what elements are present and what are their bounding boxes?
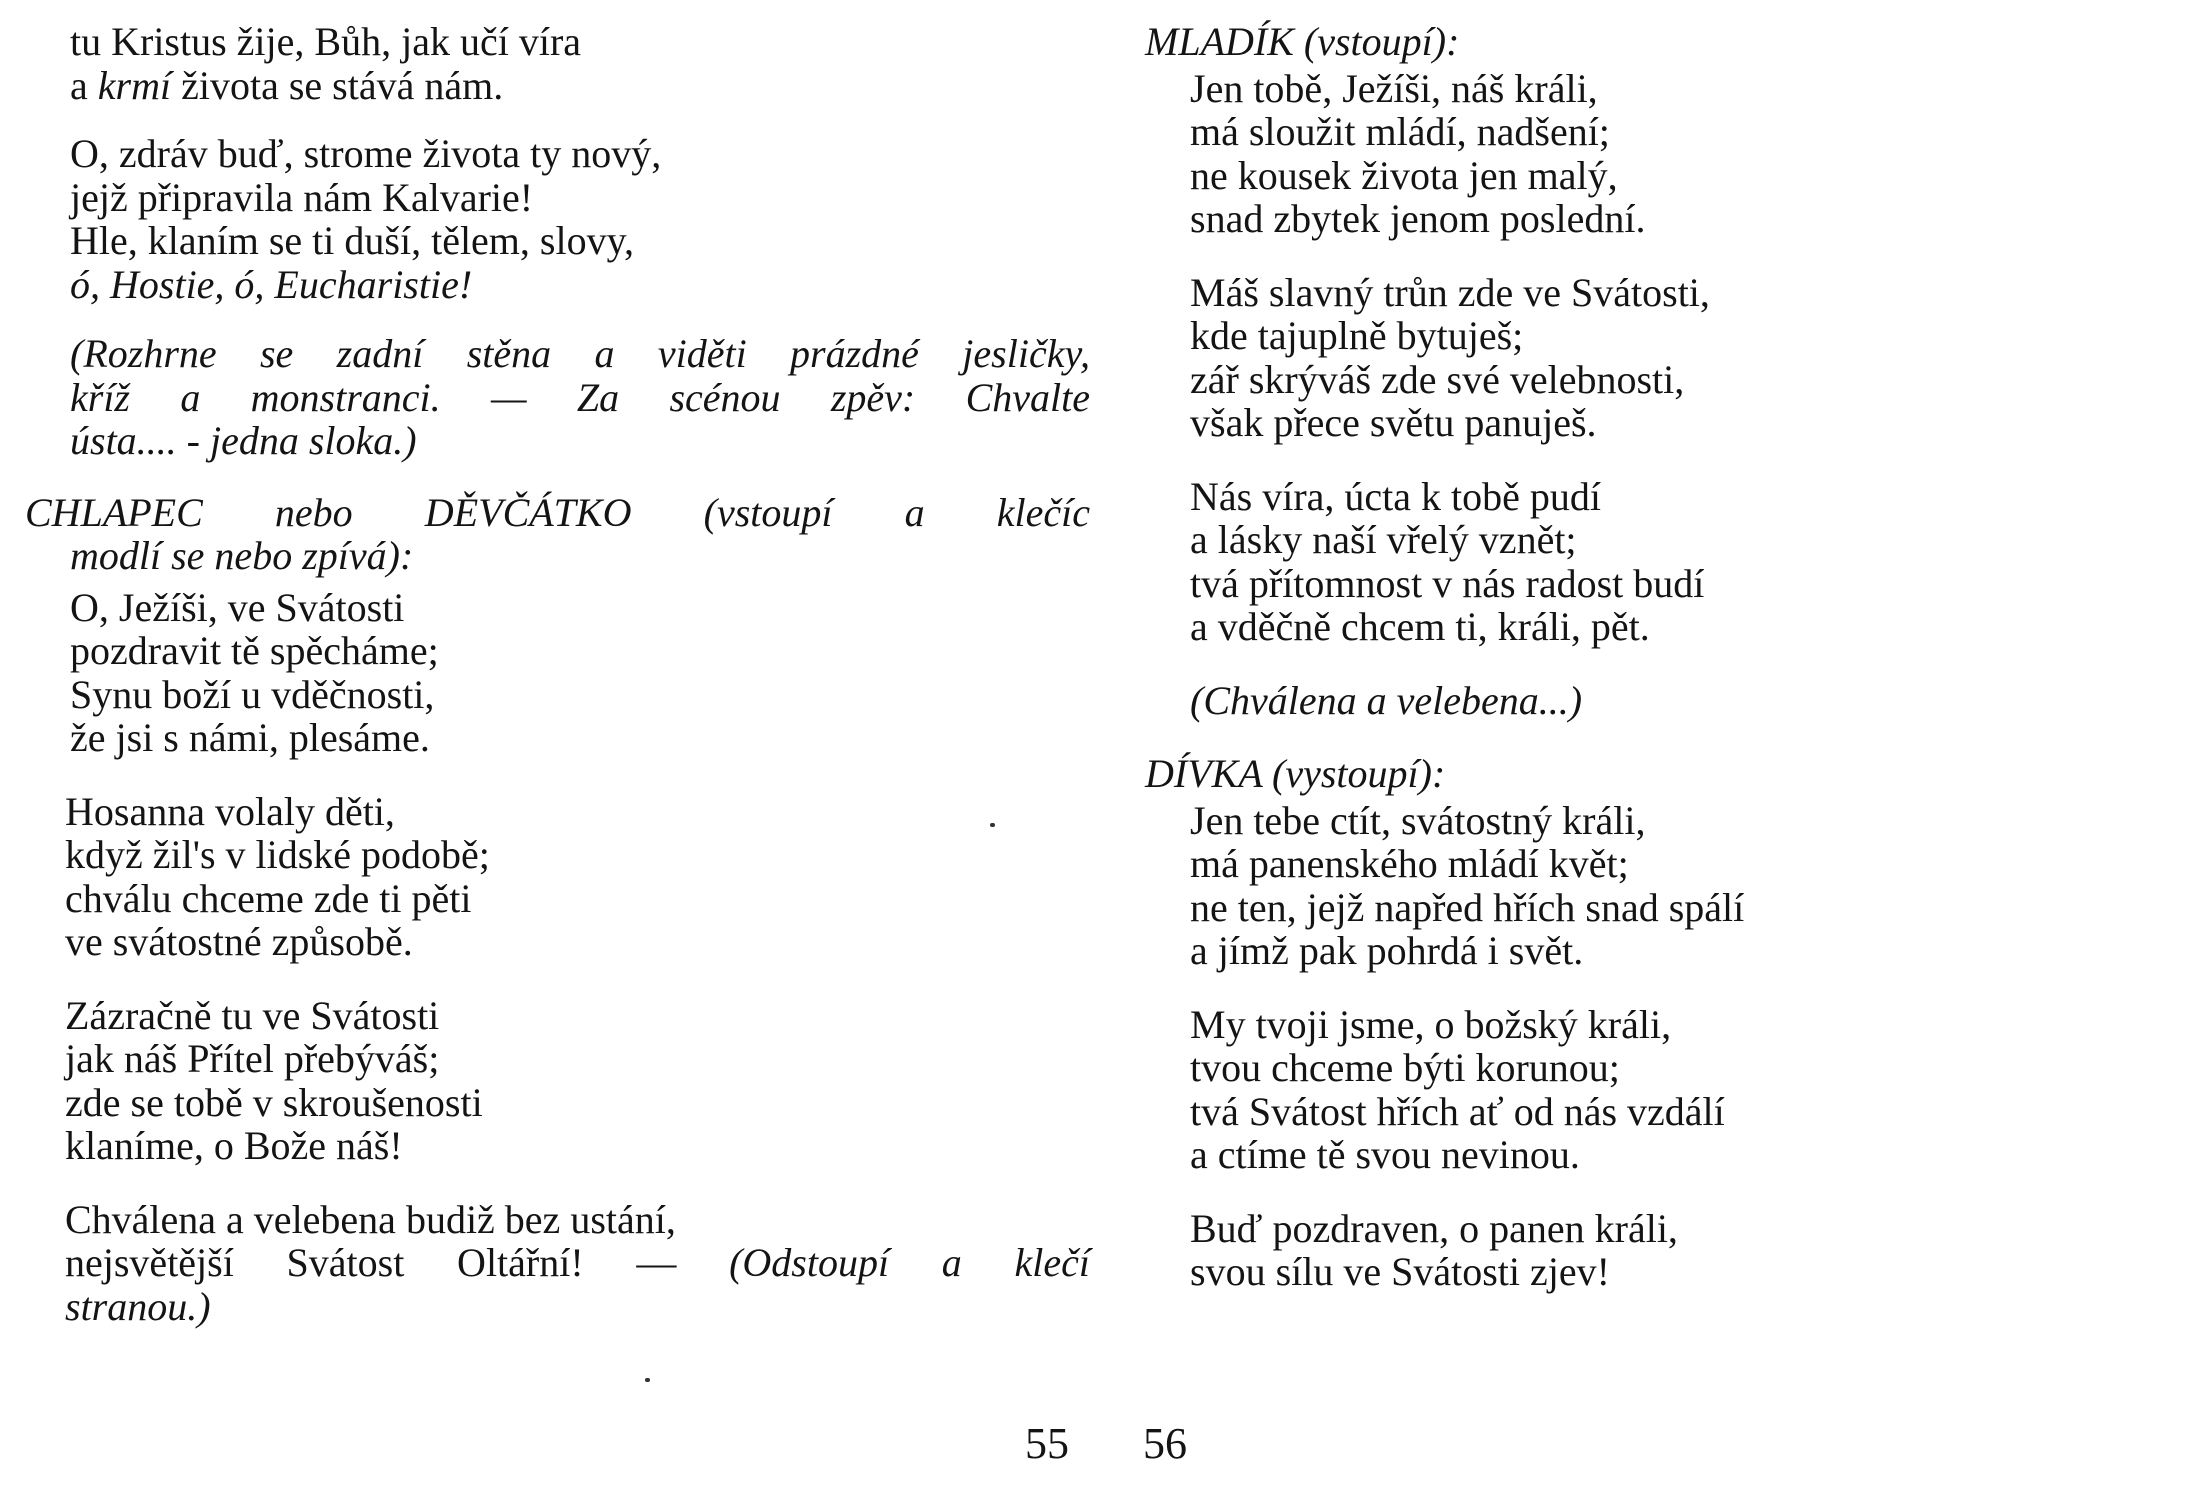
v1-line4: že jsi s námi, plesáme.: [70, 715, 430, 760]
r5-line2: tvou chceme býti korunou;: [1190, 1045, 1620, 1090]
v3-line1: Zázračně tu ve Svátosti: [65, 992, 440, 1038]
speaker-divka: DÍVKA (vystoupí):: [1145, 751, 1446, 796]
r1-line1: Jen tobě, Ježíši, náš králi,: [1190, 65, 1598, 111]
print-speck: [990, 823, 995, 827]
print-speck: [645, 1378, 650, 1382]
r5-line3: tvá Svátost hřích ať od nás vzdálí: [1190, 1088, 1725, 1134]
v3-line4: klaníme, o Bože náš!: [65, 1123, 403, 1168]
stage-direction-chvalena: (Chválena a velebena...): [1190, 677, 1583, 723]
r2-line1: Máš slavný trůn zde ve Svátosti,: [1190, 269, 1710, 315]
v1-line2: pozdravit tě spěcháme;: [70, 628, 439, 673]
page-number-right: 56: [1143, 1419, 1187, 1468]
stage1-line1: (Rozhrne se zadní stěna a viděti prázdné jesličky,: [70, 331, 1090, 376]
r3-line2: a lásky naší vřelý vznět;: [1190, 517, 1577, 562]
left-stanza-tree-of-life: [0, 132, 1090, 306]
emphasis-krmi: krmí: [97, 62, 172, 108]
right-verse-2: [1145, 271, 2145, 445]
r2-line4: však přece světu panuješ.: [1190, 400, 1597, 445]
right-verse-5: [1145, 1003, 2145, 1177]
v3-line2: jak náš Přítel přebýváš;: [65, 1036, 440, 1081]
r3-line4: a vděčně chcem ti, králi, pět.: [1190, 604, 1650, 649]
left-p1-line2: a krmí života se stává nám.: [70, 62, 504, 108]
speaker-line1: CHLAPEC nebo DĚVČÁTKO (vstoupí a klečíc: [25, 489, 1090, 535]
r4-line2: má panenského mládí květ;: [1190, 841, 1629, 886]
r3-line3: tvá přítomnost v nás radost budí: [1190, 560, 1705, 606]
r1-line4: snad zbytek jenom poslední.: [1190, 196, 1646, 241]
left-p2-line4: ó, Hostie, ó, Eucharistie!: [70, 261, 473, 307]
v3-line3: zde se tobě v skroušenosti: [65, 1079, 483, 1125]
left-p1-line1: tu Kristus žije, Bůh, jak učí víra: [70, 19, 582, 64]
r2-line2: kde tajuplně bytuješ;: [1190, 313, 1524, 358]
stage-direction-curtain: [0, 332, 1090, 463]
left-closing: [0, 1198, 1090, 1329]
page-number-left: 55: [1025, 1419, 1069, 1468]
left-verse-2: [0, 790, 1090, 964]
closing-line2: nejsvětější Svátost Oltářní! — (Odstoupí a klečí: [65, 1240, 1090, 1285]
closing-line1: Chválena a velebena budiž bez ustání,: [65, 1196, 676, 1242]
r5-line1: My tvoji jsme, o božský králi,: [1190, 1001, 1672, 1047]
r4-line3: ne ten, jejž napřed hřích snad spálí: [1190, 884, 1745, 930]
r1-line3: ne kousek života jen malý,: [1190, 152, 1618, 198]
v1-line1: O, Ježíši, ve Svátosti: [70, 584, 405, 630]
right-verse-3: [1145, 475, 2145, 649]
left-verse-1: [0, 586, 1090, 760]
r2-line3: zář skrýváš zde své velebnosti,: [1190, 356, 1685, 402]
r4-line4: a jímž pak pohrdá i svět.: [1190, 928, 1584, 973]
v2-line4: ve svátostné způsobě.: [65, 919, 413, 964]
left-p2-line3: Hle, klaním se ti duší, tělem, slovy,: [70, 218, 635, 263]
stage1-line2: kříž a monstranci. — Za scénou zpěv: Chvalte: [70, 374, 1090, 420]
stage1-line3: ústa.... - jedna sloka.): [70, 418, 417, 463]
left-stanza-opening: [0, 20, 1090, 107]
speaker-mladik: MLADÍK (vstoupí):: [1145, 19, 1460, 64]
right-verse-1: [1145, 67, 2145, 241]
v2-line2: když žil's v lidské podobě;: [65, 832, 490, 877]
r1-line2: má sloužit mládí, nadšení;: [1190, 109, 1610, 154]
speaker-chlapec: [0, 491, 1090, 578]
v2-line3: chválu chceme zde ti pěti: [65, 875, 472, 921]
speaker-line2: modlí se nebo zpívá):: [70, 533, 414, 578]
r5-line4: a ctíme tě svou nevinou.: [1190, 1132, 1580, 1177]
right-verse-6: [1145, 1207, 2145, 1294]
left-p2-line1: O, zdráv buď, strome života ty nový,: [70, 131, 662, 176]
r6-line1: Buď pozdraven, o panen králi,: [1190, 1205, 1678, 1251]
left-page: [0, 20, 1090, 1328]
r6-line2: svou sílu ve Svátosti zjev!: [1190, 1249, 1610, 1294]
v1-line3: Synu boží u vděčnosti,: [70, 671, 435, 717]
closing-line3: stranou.): [65, 1283, 211, 1329]
left-p2-line2: jejž připravila nám Kalvarie!: [70, 174, 534, 220]
r4-line1: Jen tebe ctít, svátostný králi,: [1190, 797, 1646, 843]
right-page: [1145, 20, 2145, 1294]
v2-line1: Hosanna volaly děti,: [65, 788, 395, 834]
right-verse-4: [1145, 799, 2145, 973]
r3-line1: Nás víra, úcta k tobě pudí: [1190, 473, 1601, 519]
left-verse-3: [0, 994, 1090, 1168]
